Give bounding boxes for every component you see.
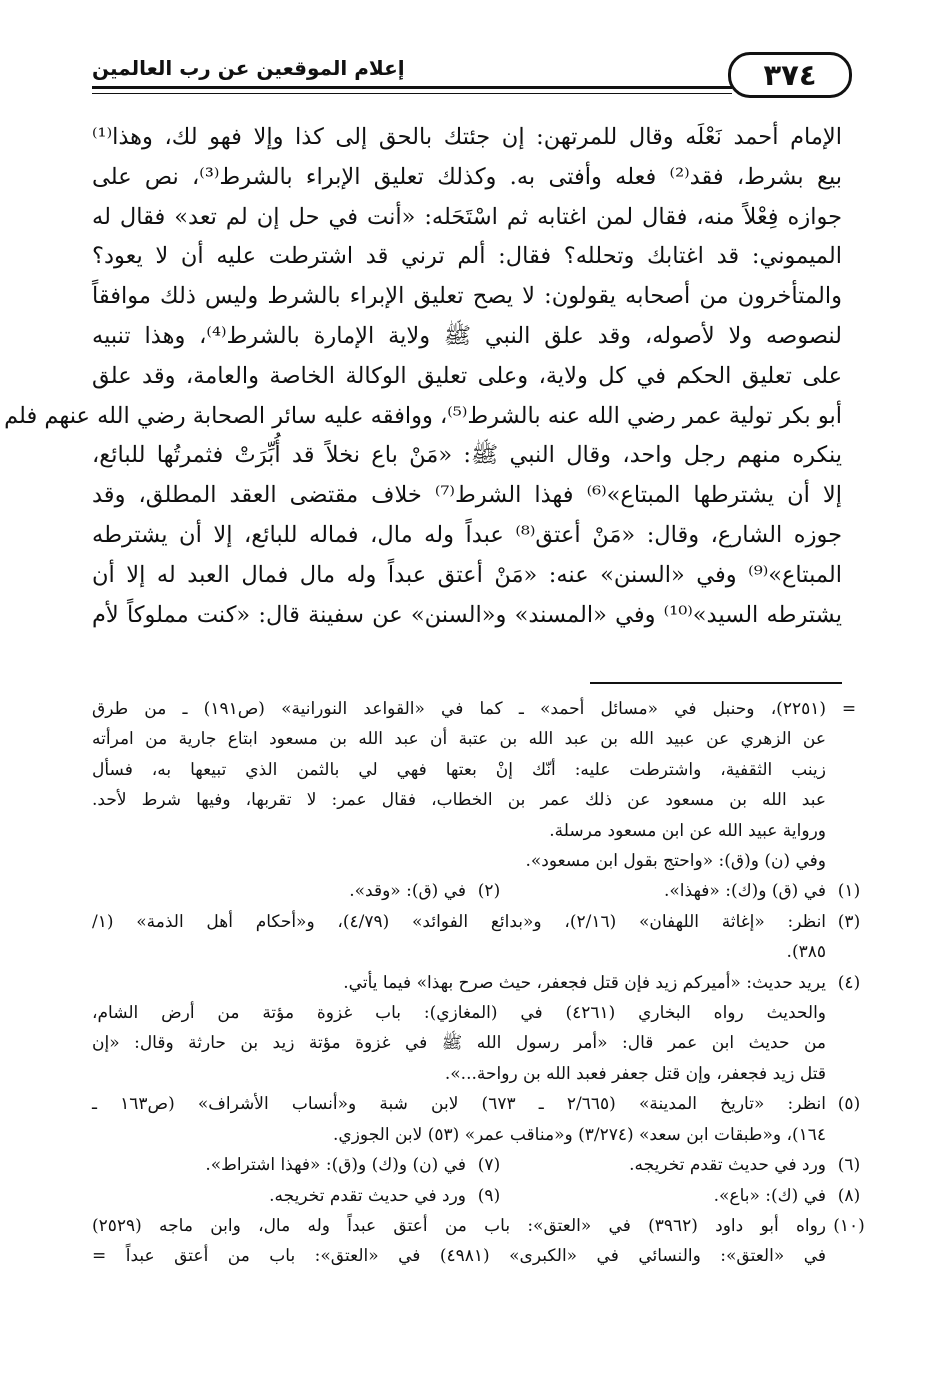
main-text xyxy=(4,118,843,635)
footnote-text: في (ك): «باع». xyxy=(713,1185,826,1206)
footnote-mark: (٥) xyxy=(837,1094,861,1115)
footnote-line: من حديث ابن عمر قال: «أمر رسول الله ﷺ في غزوة مؤتة زيد بن حارثة وقال: «إن xyxy=(92,1033,826,1054)
footnote-text xyxy=(92,1089,826,1150)
footnote-continued xyxy=(92,694,872,876)
footnote-4 xyxy=(92,968,872,1090)
text-line: الإمام أحمد نَعْلَه وقال للمرتهن: إن جئتك بالحق إلى كذا وإلا فهو لك، وهذا⁽¹⁾ xyxy=(92,124,842,150)
header-rule-thin xyxy=(92,93,732,94)
footnote-line: والحديث رواه البخاري (٤٢٦١) في (المغازي): باب غزوة مؤتة من أرض الشام، xyxy=(92,1003,827,1024)
footnote-mark: (٣) xyxy=(837,911,861,932)
text-line: لنصوصه ولا لأصوله، وقد علق النبي ﷺ ولاية الإمارة بالشرط⁽⁴⁾، وهذا تنبيه xyxy=(92,322,842,349)
footnote-7 xyxy=(152,1150,512,1180)
footnote-row xyxy=(92,1150,872,1180)
footnote-line: رواه أبو داود (٣٩٦٢) في «العتق»: باب من أعتق عبداً وله مال، وابن ماجه (٢٥٢٩) xyxy=(92,1215,827,1236)
footnote-mark: (١) xyxy=(837,881,861,902)
footnote-line: وفي (ن) و(ق): «واحتج بقول ابن مسعود». xyxy=(525,851,826,872)
footnote-row xyxy=(92,876,872,906)
footnote-line: ورواية عبيد الله عن ابن مسعود مرسلة. xyxy=(549,820,826,841)
footnote-text xyxy=(92,694,826,876)
page-number-badge: ٣٧٤ xyxy=(728,52,852,98)
footnote-mark: (٨) xyxy=(837,1185,861,1206)
text-line: جوزه الشارع، وقال: «مَنْ أعتق⁽⁸⁾ عبداً وله مال، فماله للبائع، إلا أن يشترطه xyxy=(92,521,842,548)
footnote-text xyxy=(92,968,826,1090)
footnote-6 xyxy=(512,1150,872,1180)
text-line: والمتأخرون من أصحابه يقولون: لا يصح تعليق الإبراء بالشرط وليس ذلك موافقاً xyxy=(92,283,842,310)
footnote-1 xyxy=(512,876,872,906)
page-header xyxy=(92,48,842,98)
footnote-9 xyxy=(152,1181,512,1211)
footnote-line: انظر: «تاريخ المدينة» (٢/٦٦٥ ـ ٦٧٣) لابن شبة و«أنساب الأشراف» (ص١٦٣ ـ xyxy=(92,1094,827,1115)
footnote-line: يريد حديث: «أميركم زيد فإن قتل فجعفر، حيث صرح بهذا» فيما يأتي. xyxy=(343,972,826,993)
running-title: إعلام الموقعين عن رب العالمين xyxy=(92,56,405,80)
footnote-line: انظر: «إغاثة اللهفان» (٢/١٦)، و«بدائع الفوائد» (٤/٧٩)، و«أحكام أهل الذمة» (١/ xyxy=(92,911,827,932)
footnote-text: ورد في حديث تقدم تخريجه. xyxy=(629,1155,826,1176)
footnote-line: عن الزهري عن عبيد الله بن عبد الله بن عتبة أن عبد الله بن مسعود ابتاع جارية من امرأته xyxy=(92,729,826,750)
header-rule-thick xyxy=(92,86,732,89)
text-line: بيع بشرط، فقد⁽²⁾ فعله وأفتى به. وكذلك تعليق الإبراء بالشرط⁽³⁾، نص على xyxy=(92,163,842,190)
footnote-text: في (ن) و(ك) و(ق): «فهذا اشتراط». xyxy=(205,1155,466,1176)
footnote-mark: (٢) xyxy=(477,881,501,902)
text-line: جوازه فِعْلاً منه، فقال لمن اغتابه ثم اسْتَحَله: «أنت في حل إن لم تعد» فقال له xyxy=(92,203,842,230)
footnote-row xyxy=(92,1181,872,1211)
footnote-3 xyxy=(92,907,872,968)
footnote-text: في (ق): «وقد». xyxy=(349,881,466,902)
footnote-2 xyxy=(332,876,512,906)
footnote-10 xyxy=(92,1211,872,1272)
footnote-line: (٢٢٥١)، وحنبل في «مسائل أحمد» ـ كما في «القواعد النورانية» (ص١٩١) ـ من طرق xyxy=(92,699,826,719)
footnote-line: ٣٨٥). xyxy=(786,942,826,963)
text-line: على تعليق الحكم في كل ولاية، وعلى تعليق الوكالة الخاصة والعامة، وقد علق xyxy=(92,362,842,389)
footnote-line: زينب الثقفية، واشترطت عليه: أنّك إنْ بعتها فهي لي بالثمن الذي تبيعها به، فسأل xyxy=(92,759,826,780)
footnote-separator xyxy=(590,682,842,684)
text-line: يشترطه السيد»⁽¹⁰⁾ وفي «المسند» و«السنن» عن سفينة قال: «كنت مملوكاً لأم xyxy=(92,601,843,628)
footnote-text xyxy=(92,907,826,968)
footnote-line: عبد الله بن مسعود عن ذلك عمر بن الخطاب، فقال عمر: لا تقربها، وفيها شرط لأحد. xyxy=(92,790,826,811)
footnote-text: ورد في حديث تقدم تخريجه. xyxy=(269,1185,466,1206)
text-line: الميموني: قد اغتابك وتحلله؟ فقال: ألم ترني قد اشترطت عليه أن لا يعود؟ xyxy=(92,243,842,270)
footnote-mark: (٦) xyxy=(837,1155,861,1176)
text-line: إلا أن يشترطها المبتاع»⁽⁶⁾ فهذا الشرط⁽⁷⁾ خلاف مقتضى العقد المطلق، وقد xyxy=(92,482,842,509)
text-line: ينكره منهم رجل واحد، وقال النبي ﷺ: «مَنْ باع نخلاً قد أُبِّرَتْ فثمرتُها للبائع، xyxy=(92,442,842,469)
footnote-5 xyxy=(92,1089,872,1150)
footnote-line: قتل زيد فجعفر، وإن قتل جعفر فعبد الله بن رواحة...». xyxy=(444,1063,826,1084)
footnotes xyxy=(92,694,872,1272)
footnote-text xyxy=(92,1211,826,1272)
footnote-line: ١٦٤)، و«طبقات ابن سعد» (٣/٢٧٤) و«مناقب عمر» (٥٣) لابن الجوزي. xyxy=(333,1124,826,1145)
footnote-text: في (ق) و(ك): «فهذا». xyxy=(664,881,826,902)
footnote-mark: = xyxy=(841,699,857,719)
footnote-line: في «العتق»: والنسائي في «الكبرى» (٤٩٨١) في «العتق»: باب من أعتق عبداً = xyxy=(92,1246,826,1267)
footnote-mark: (١٠) xyxy=(833,1215,865,1236)
footnote-mark: (٩) xyxy=(477,1185,501,1206)
text-line: المبتاع»⁽⁹⁾ وفي «السنن» عنه: «مَنْ أعتق عبداً وله مال فمال العبد له إلا أن xyxy=(92,561,842,588)
footnote-mark: (٧) xyxy=(477,1155,501,1176)
footnote-8 xyxy=(512,1181,872,1211)
text-line: أبو بكر تولية عمر رضي الله عنه بالشرط⁽⁵⁾، ووافقه عليه سائر الصحابة رضي الله عنهم فلم xyxy=(4,402,842,429)
footnote-mark: (٤) xyxy=(837,972,861,993)
